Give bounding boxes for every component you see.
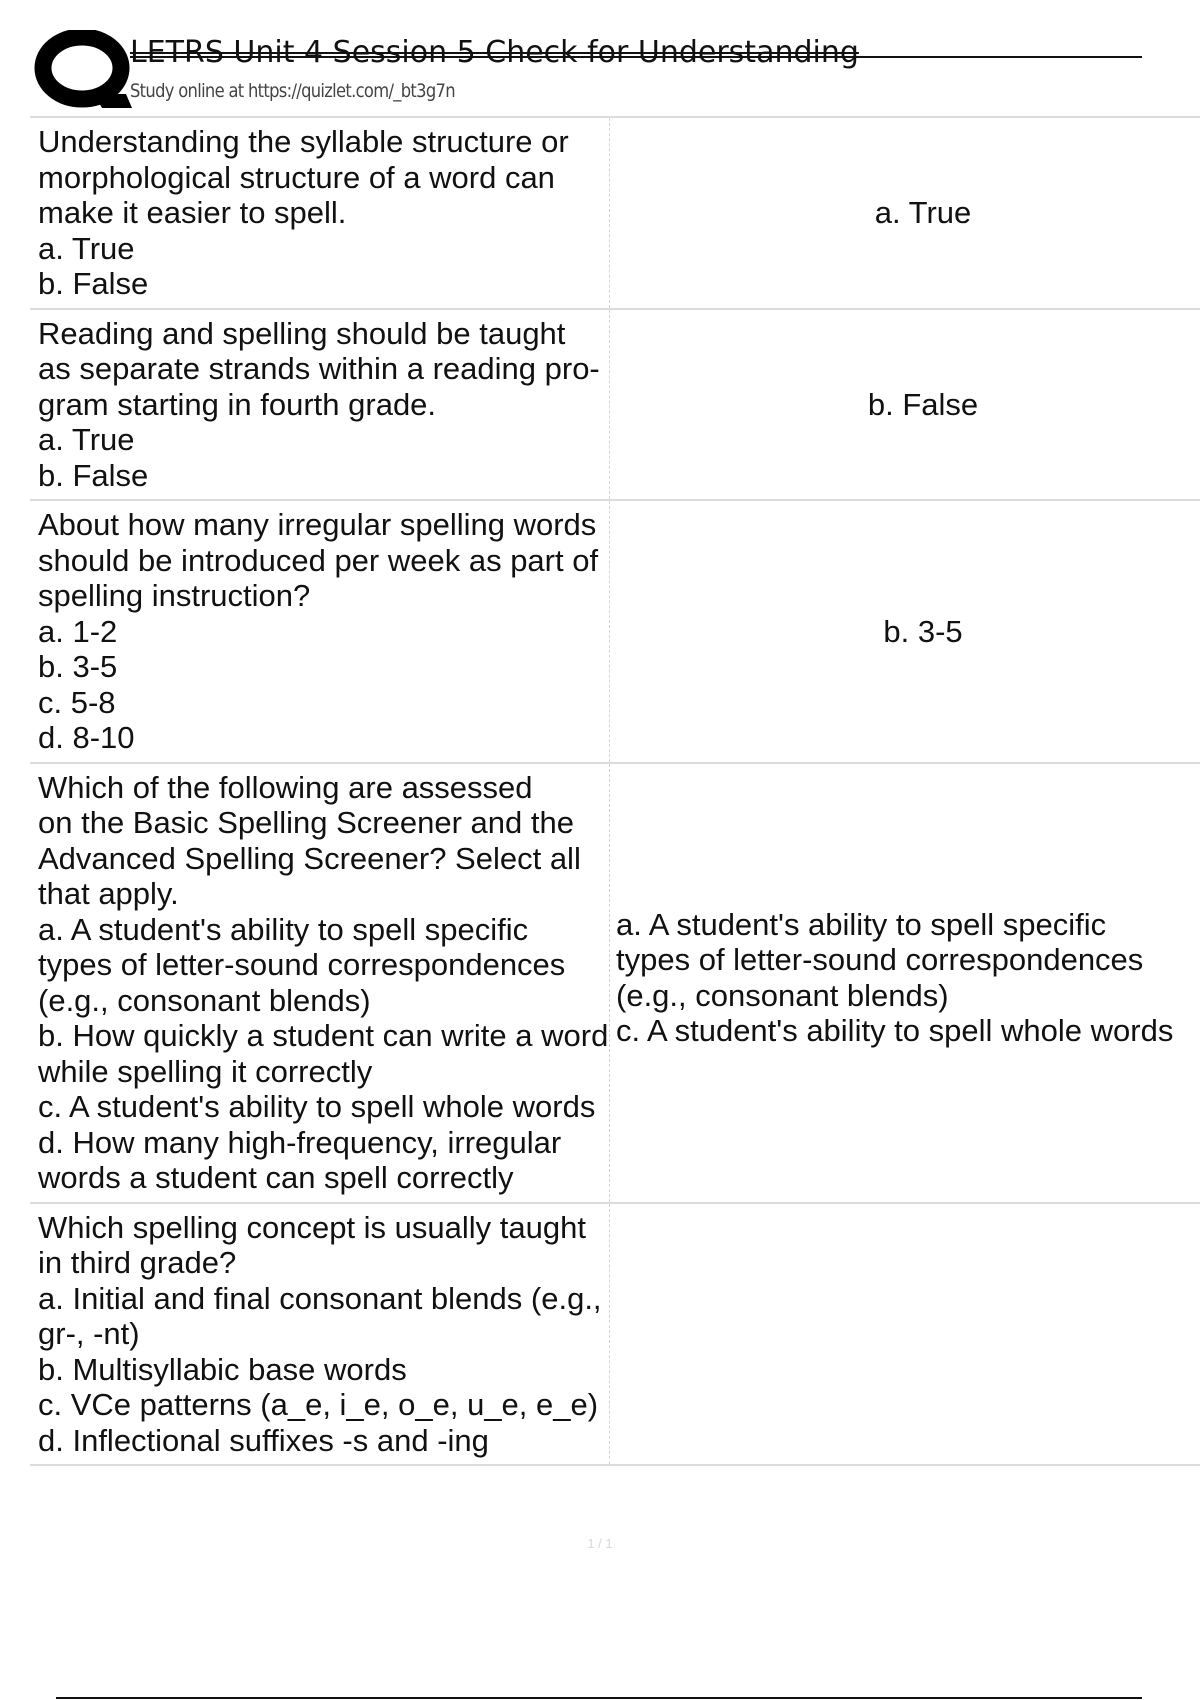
definition-line: a. True xyxy=(874,195,972,230)
card-definition xyxy=(610,501,1200,762)
term-line: b. Multisyllabic base words xyxy=(38,1351,407,1387)
card-term xyxy=(30,1204,610,1465)
term-line: gram starting in fourth grade. xyxy=(38,386,437,422)
page-title: LETRS Unit 4 Session 5 Check for Understanding xyxy=(130,35,859,70)
card-term xyxy=(30,310,610,500)
term-line: d. Inflectional suffixes -s and -ing xyxy=(38,1422,489,1458)
term-line: spelling instruction? xyxy=(38,578,311,613)
definition-line: c. A student's ability to spell whole words xyxy=(616,1013,1174,1048)
flashcard xyxy=(30,501,1200,764)
term-line: a. 1-2 xyxy=(38,613,118,649)
term-line: b. False xyxy=(38,266,149,301)
card-term xyxy=(30,501,610,762)
card-definition xyxy=(610,1204,1200,1465)
term-line: a. True xyxy=(38,230,135,266)
flashcard xyxy=(30,118,1200,310)
term-line: while spelling it correctly xyxy=(38,1053,373,1089)
term-line: Which spelling concept is usually taught xyxy=(38,1209,586,1245)
term-line: a. True xyxy=(38,422,135,457)
term-line: c. VCe patterns (a_e, i_e, o_e, u_e, e_e) xyxy=(38,1387,599,1422)
term-line: c. 5-8 xyxy=(38,684,116,720)
definition-line: a. A student's ability to spell specific xyxy=(616,906,1107,942)
definition-line: b. 3-5 xyxy=(883,613,963,649)
definition-block xyxy=(616,907,1173,1049)
term-line: morphological structure of a word can xyxy=(38,159,555,195)
term-line: (e.g., consonant blends) xyxy=(38,982,371,1018)
card-term xyxy=(30,764,610,1202)
term-line: Advanced Spelling Screener? Select all xyxy=(38,840,581,876)
term-line: b. False xyxy=(38,457,149,493)
term-line: as separate strands within a reading pro- xyxy=(38,351,600,386)
term-line: gr-, -nt) xyxy=(38,1316,140,1351)
term-line: Reading and spelling should be taught xyxy=(38,315,566,351)
term-line: d. How many high-frequency, irregular xyxy=(38,1124,562,1160)
term-line: b. 3-5 xyxy=(38,649,118,684)
term-line: d. 8-10 xyxy=(38,720,135,755)
flashcard xyxy=(30,1204,1200,1467)
term-line: About how many irregular spelling words xyxy=(38,507,597,542)
card-definition xyxy=(610,118,1200,308)
term-line: on the Basic Spelling Screener and the xyxy=(38,805,574,840)
term-line: should be introduced per week as part of xyxy=(38,542,599,578)
term-line: b. How quickly a student can write a word xyxy=(38,1018,609,1053)
term-line: types of letter-sound correspondences xyxy=(38,947,566,982)
definition-line: b. False xyxy=(867,386,979,422)
flashcard xyxy=(30,764,1200,1204)
term-line: Understanding the syllable structure or xyxy=(38,124,569,159)
page-header xyxy=(32,30,1142,116)
term-line: a. A student's ability to spell specific xyxy=(38,911,529,947)
quizlet-logo-icon xyxy=(32,30,142,112)
footer-rule xyxy=(56,1697,1142,1699)
term-line: a. Initial and final consonant blends (e.g., xyxy=(38,1280,602,1316)
card-definition xyxy=(610,764,1200,1202)
flashcard xyxy=(30,310,1200,502)
term-line: words a student can spell correctly xyxy=(38,1160,514,1195)
page-number: 1 / 1 xyxy=(587,1536,613,1551)
definition-line: (e.g., consonant blends) xyxy=(616,977,949,1013)
term-line: c. A student's ability to spell whole words xyxy=(38,1089,596,1124)
term-line: that apply. xyxy=(38,876,179,911)
term-line: in third grade? xyxy=(38,1245,237,1280)
flashcard-list xyxy=(30,116,1200,1466)
card-term xyxy=(30,118,610,308)
definition-line: types of letter-sound correspondences xyxy=(616,942,1144,977)
term-line: Which of the following are assessed xyxy=(38,769,533,805)
term-line: make it easier to spell. xyxy=(38,195,347,230)
card-definition xyxy=(610,310,1200,500)
study-online-link-text: Study online at https://quizlet.com/_bt3g7n xyxy=(130,80,455,102)
